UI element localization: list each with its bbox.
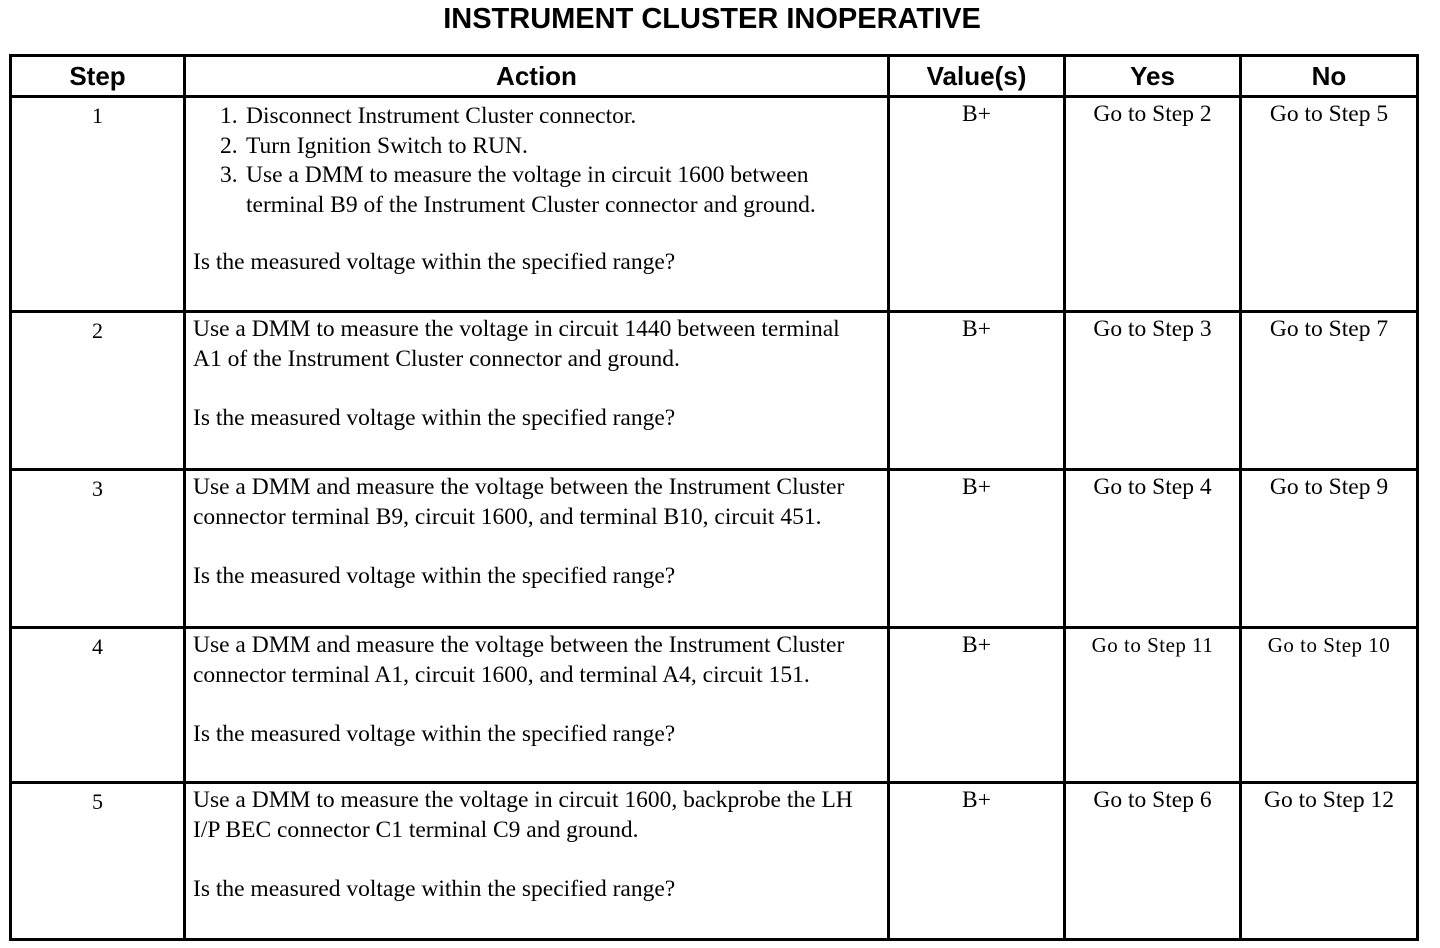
header-no: No [1241, 56, 1418, 97]
substep-number: 1. [220, 103, 238, 129]
no-cell: Go to Step 5 [1241, 97, 1418, 312]
yes-cell: Go to Step 3 [1065, 312, 1241, 470]
no-cell: Go to Step 12 [1241, 783, 1418, 940]
header-values: Value(s) [889, 56, 1065, 97]
step-number: 2 [11, 312, 185, 470]
step-number: 5 [11, 783, 185, 940]
value-cell: B+ [889, 97, 1065, 312]
troubleshooting-table [9, 54, 1419, 941]
table-row [11, 783, 1418, 940]
step-number: 3 [11, 470, 185, 628]
step-number: 4 [11, 628, 185, 783]
table-row [11, 97, 1418, 312]
substep-number: 2. [220, 132, 238, 159]
header-yes: Yes [1065, 56, 1241, 97]
action-question: Is the measured voltage within the specified range? [193, 404, 676, 431]
table-header-row [11, 56, 1418, 97]
substep-item [193, 132, 881, 162]
substep-list [193, 102, 881, 220]
value-cell: B+ [889, 470, 1065, 628]
step-number: 1 [11, 97, 185, 312]
action-text: Use a DMM to measure the voltage in circuit 1440 between terminal A1 of the Instrument Cluster connector and ground. [193, 316, 840, 372]
no-cell: Go to Step 7 [1241, 312, 1418, 470]
substep-item [193, 102, 881, 132]
action-cell [185, 312, 889, 470]
action-question: Is the measured voltage within the specified range? [193, 720, 676, 747]
substep-number: 3. [220, 162, 238, 188]
value-cell: B+ [889, 628, 1065, 783]
action-text: Use a DMM and measure the voltage between the Instrument Cluster connector terminal A1, circuit 1600, and terminal A4, circuit 151. [193, 632, 845, 688]
yes-cell: Go to Step 6 [1065, 783, 1241, 940]
table-row [11, 628, 1418, 783]
table-row [11, 470, 1418, 628]
substep-text: Use a DMM to measure the voltage in circuit 1600 between terminal B9 of the Instrument Cluster connector and ground. [246, 162, 816, 218]
action-cell [185, 783, 889, 940]
yes-cell: Go to Step 2 [1065, 97, 1241, 312]
substep-text: Disconnect Instrument Cluster connector. [246, 103, 637, 129]
header-action: Action [185, 56, 889, 97]
page-title: INSTRUMENT CLUSTER INOPERATIVE [443, 3, 981, 35]
action-cell [185, 470, 889, 628]
action-cell [185, 628, 889, 783]
substep-text: Turn Ignition Switch to RUN. [246, 132, 528, 159]
action-cell [185, 97, 889, 312]
action-question: Is the measured voltage within the specified range? [193, 875, 676, 902]
value-cell: B+ [889, 783, 1065, 940]
action-text: Use a DMM to measure the voltage in circuit 1600, backprobe the LH I/P BEC connector C1 terminal C9 and ground. [193, 787, 853, 843]
no-cell: Go to Step 10 [1241, 628, 1418, 783]
action-question: Is the measured voltage within the specified range? [193, 562, 676, 589]
yes-cell: Go to Step 11 [1065, 628, 1241, 783]
substep-item [193, 161, 881, 220]
action-text: Use a DMM and measure the voltage between the Instrument Cluster connector terminal B9, circuit 1600, and terminal B10, circuit 451. [193, 474, 845, 530]
table-row [11, 312, 1418, 470]
value-cell: B+ [889, 312, 1065, 470]
header-step: Step [11, 56, 185, 97]
action-question: Is the measured voltage within the specified range? [193, 248, 676, 275]
no-cell: Go to Step 9 [1241, 470, 1418, 628]
yes-cell: Go to Step 4 [1065, 470, 1241, 628]
